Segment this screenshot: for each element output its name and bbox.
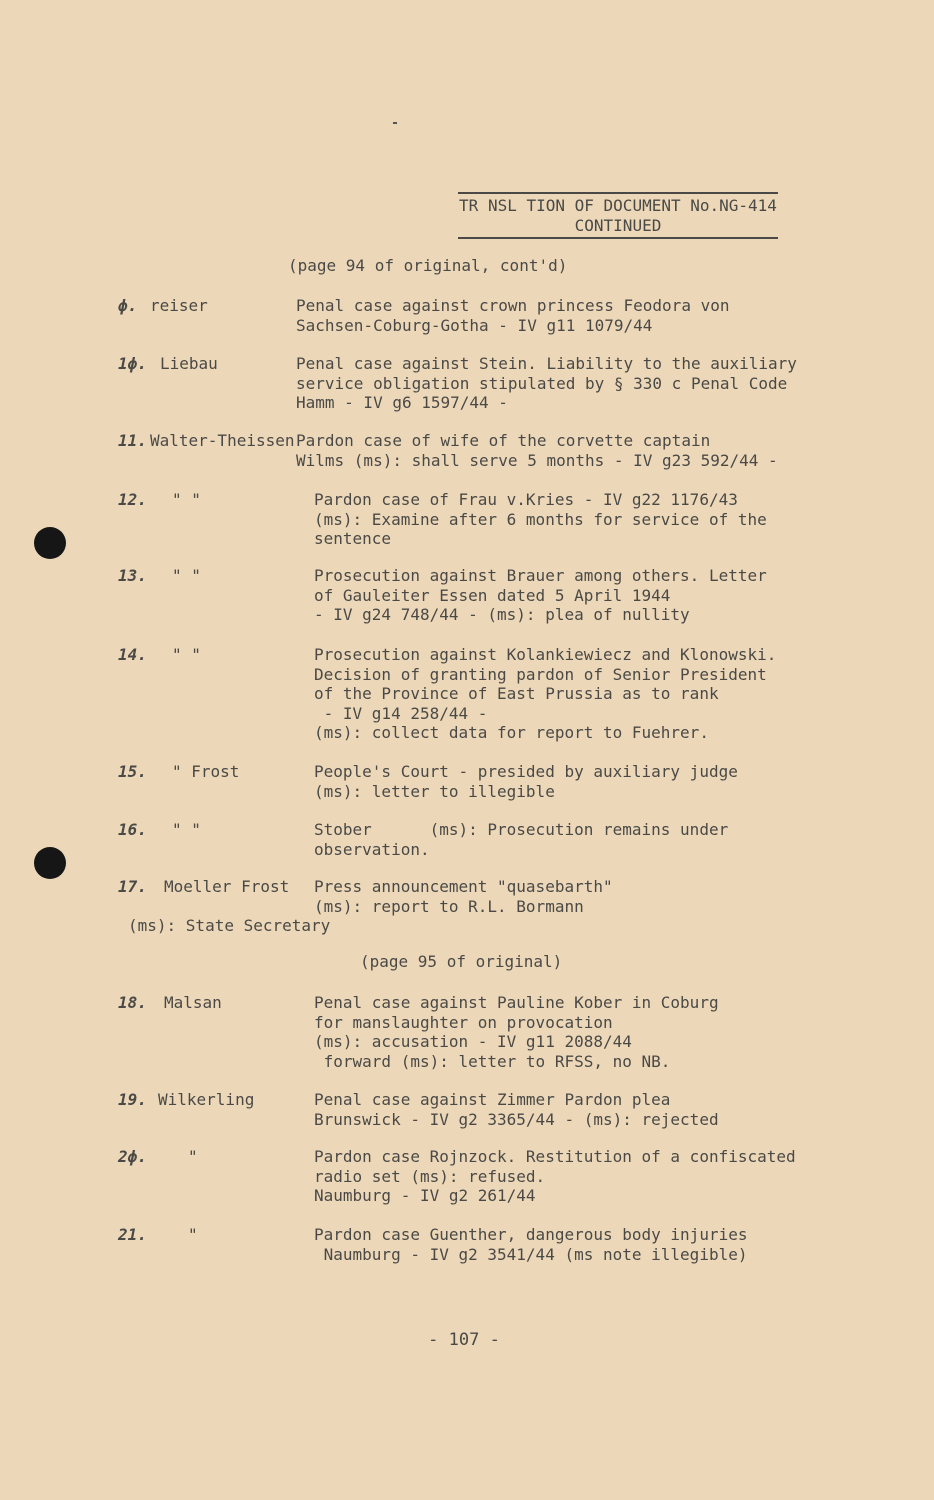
entry-name: " ": [172, 490, 201, 509]
page-number: - 107 -: [428, 1330, 500, 1350]
entry-number: 16.: [118, 820, 147, 839]
entry-text: [314, 820, 824, 859]
entry-name: Moeller Frost: [164, 877, 290, 896]
entry-line: sentence: [314, 529, 392, 548]
entry-name: Walter-Theissen: [150, 431, 295, 450]
header-rule: [458, 192, 778, 194]
entry-text: [296, 296, 806, 335]
ink-mark: [393, 122, 397, 124]
punch-hole: [34, 527, 66, 559]
entry-text: [314, 1225, 824, 1264]
entry-number: 18.: [118, 993, 147, 1012]
entry-number: 2ϕ.: [118, 1147, 147, 1166]
entry-line: Decision of granting pardon of Senior President: [314, 664, 767, 684]
entry-line: service obligation stipulated by § 330 c Penal Code: [296, 373, 788, 393]
punch-hole: [34, 847, 66, 879]
entry-line: forward (ms): letter to RFSS, no NB.: [314, 1051, 671, 1071]
entry-number: 17.: [118, 877, 147, 896]
entry-text: [314, 566, 824, 625]
entry-name: Wilkerling: [158, 1090, 255, 1109]
entry-name: Liebau: [160, 354, 218, 373]
entry-line: Stober (ms): Prosecution remains under: [314, 820, 729, 839]
entry-line: - IV g24 748/44 - (ms): plea of nullity: [314, 605, 690, 624]
entry-line: Press announcement "quasebarth": [314, 877, 613, 896]
entry-line: People's Court - presided by auxiliary judge: [314, 762, 738, 781]
entry-line: Pardon case of wife of the corvette captain: [296, 431, 711, 450]
entry-text: [314, 1147, 824, 1206]
entry-number: 1ϕ.: [118, 354, 147, 373]
entry-line: observation.: [314, 839, 430, 859]
entry-name: " Frost: [172, 762, 240, 781]
entry-number: 12.: [118, 490, 147, 509]
header-subtitle: CONTINUED: [458, 216, 778, 239]
page-note-94: (page 94 of original, cont'd): [288, 256, 568, 275]
entry-line: Naumburg - IV g2 3541/44 (ms note illegible): [314, 1244, 748, 1264]
trailer-note: (ms): State Secretary: [128, 916, 331, 935]
entry-line: (ms): Examine after 6 months for service of the: [314, 509, 767, 529]
entry-text: [296, 431, 806, 470]
entry-text: [314, 762, 824, 801]
entry-line: - IV g14 258/44 -: [314, 703, 488, 723]
entry-line: Prosecution against Kolankiewiecz and Klonowski.: [314, 645, 777, 664]
entry-name: ": [188, 1225, 198, 1244]
entry-line: of the Province of East Prussia as to rank: [314, 684, 719, 703]
entry-line: Brunswick - IV g2 3365/44 - (ms): rejected: [314, 1109, 719, 1129]
entry-line: radio set (ms): refused.: [314, 1166, 546, 1186]
entry-line: Penal case against Pauline Kober in Coburg: [314, 993, 719, 1012]
entry-line: (ms): report to R.L. Bormann: [314, 896, 584, 916]
entry-line: Prosecution against Brauer among others. Letter: [314, 566, 767, 585]
entry-text: [314, 877, 824, 916]
entry-line: Penal case against Stein. Liability to the auxiliary: [296, 354, 797, 373]
entry-text: [314, 1090, 824, 1129]
entry-number: 21.: [118, 1225, 147, 1244]
entry-text: [314, 490, 824, 549]
entry-line: (ms): collect data for report to Fuehrer.: [314, 723, 709, 742]
page-footer: [0, 1330, 934, 1350]
entry-line: (ms): letter to illegible: [314, 781, 555, 801]
entry-text: [314, 993, 824, 1071]
entry-line: of Gauleiter Essen dated 5 April 1944: [314, 585, 671, 605]
entry-name: " ": [172, 820, 201, 839]
entry-number: 14.: [118, 645, 147, 664]
entry-line: (ms): accusation - IV g11 2088/44: [314, 1032, 632, 1051]
entry-number: 15.: [118, 762, 147, 781]
entry-line: Naumburg - IV g2 261/44: [314, 1186, 536, 1205]
entry-line: Hamm - IV g6 1597/44 -: [296, 393, 508, 412]
entry-name: " ": [172, 566, 201, 585]
entry-line: Wilms (ms): shall serve 5 months - IV g23 592/44 -: [296, 450, 778, 470]
entry-line: Penal case against crown princess Feodora von: [296, 296, 730, 315]
entry-line: Penal case against Zimmer Pardon plea: [314, 1090, 671, 1109]
document-header: [458, 192, 778, 239]
entry-name: Malsan: [164, 993, 222, 1012]
header-title: TR NSL TION OF DOCUMENT No.NG-414: [459, 196, 777, 215]
entry-name: reiser: [150, 296, 208, 315]
entry-text: [314, 645, 824, 743]
page-note-95: (page 95 of original): [360, 952, 563, 971]
entry-number: 13.: [118, 566, 147, 585]
entry-line: Pardon case Rojnzock. Restitution of a confiscated: [314, 1147, 796, 1166]
entry-number: 11.: [118, 431, 147, 450]
entry-number: 19.: [118, 1090, 147, 1109]
entry-line: for manslaughter on provocation: [314, 1012, 613, 1032]
entry-number: ϕ.: [118, 296, 138, 315]
entry-line: Pardon case Guenther, dangerous body injuries: [314, 1225, 748, 1244]
entry-line: Sachsen-Coburg-Gotha - IV g11 1079/44: [296, 315, 653, 335]
entry-name: " ": [172, 645, 201, 664]
entry-text: [296, 354, 806, 413]
entry-name: ": [188, 1147, 198, 1166]
entry-line: Pardon case of Frau v.Kries - IV g22 1176/43: [314, 490, 738, 509]
